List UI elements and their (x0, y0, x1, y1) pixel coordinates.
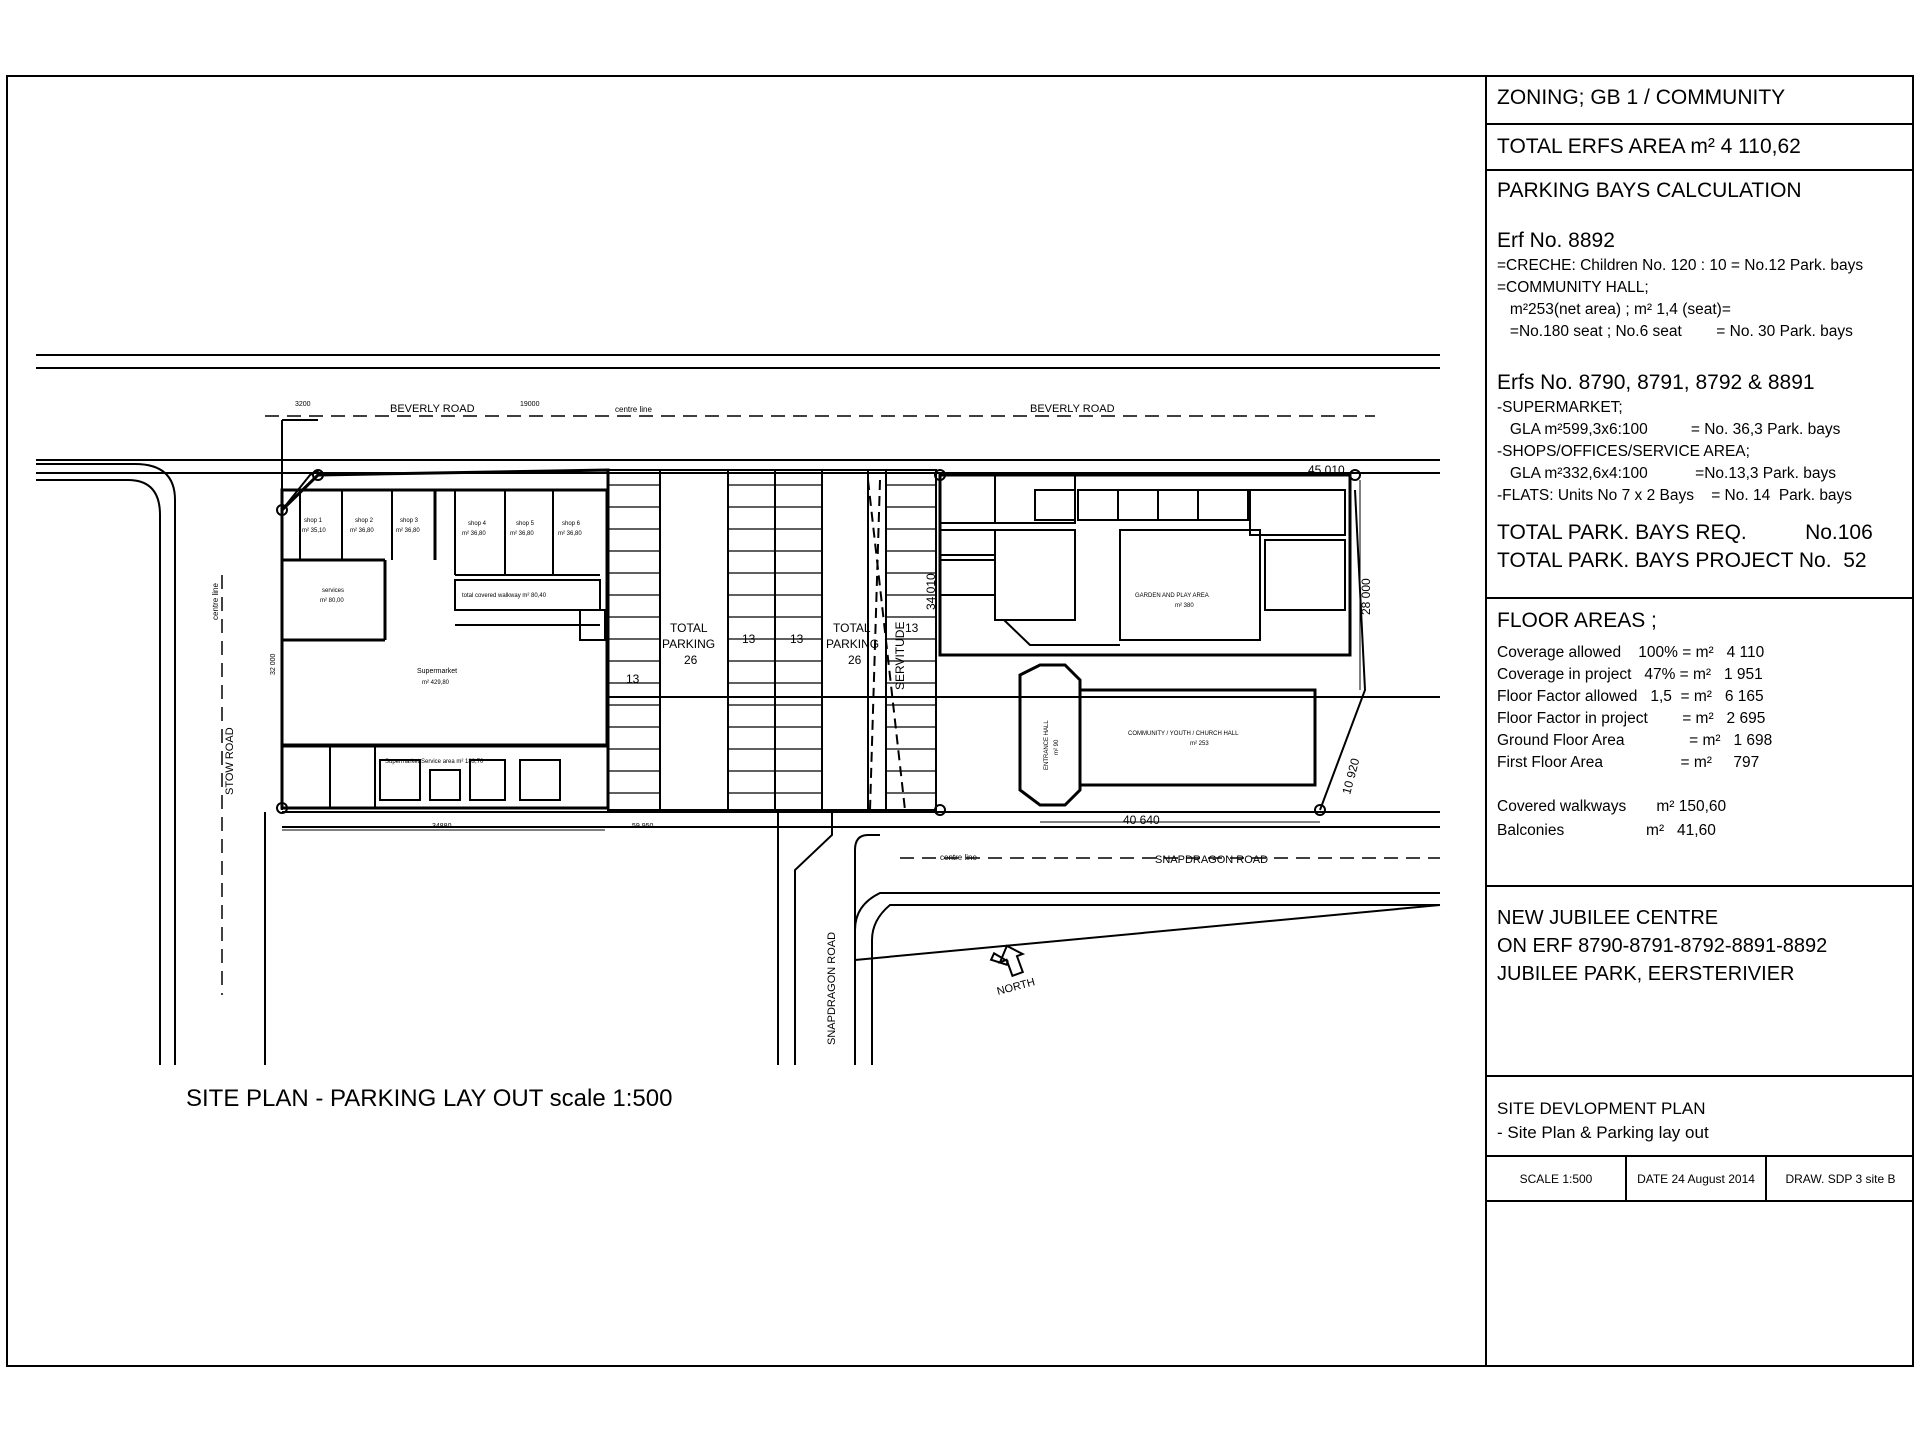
garden-area (1120, 530, 1260, 640)
total-required: TOTAL PARK. BAYS REQ. No.106 (1497, 521, 1873, 544)
erfs-group-heading: Erfs No. 8790, 8791, 8792 & 8891 (1497, 371, 1815, 394)
extra-row: Balconies m² 41,60 (1497, 822, 1716, 839)
dimension: 10 920 (1339, 756, 1363, 796)
bay-count: 13 (905, 621, 919, 635)
floor-row: Coverage in project 47% = m² 1 951 (1497, 666, 1763, 683)
parking-total-label: PARKING (662, 637, 716, 651)
room-label: shop 1 (304, 518, 323, 524)
dimension: 28 000 (1359, 578, 1373, 615)
centre-line-label: centre line (211, 583, 220, 620)
erf-8892-line: =No.180 seat ; No.6 seat = No. 30 Park. bays (1497, 323, 1853, 340)
room-label: GARDEN AND PLAY AREA (1135, 593, 1209, 599)
road-edge-curve (36, 464, 175, 1065)
room-label: COMMUNITY / YOUTH / CHURCH HALL (1128, 731, 1239, 737)
project-section (1487, 887, 1914, 1077)
parking-heading: PARKING BAYS CALCULATION (1497, 179, 1802, 202)
road-label-snapdragon: SNAPDRAGON ROAD (1155, 854, 1269, 866)
erfs-group-line: -SHOPS/OFFICES/SERVICE AREA; (1497, 443, 1750, 460)
total-project: TOTAL PARK. BAYS PROJECT No. 52 (1497, 549, 1867, 572)
dimension: 34 010 (924, 573, 938, 610)
plan-title: SITE PLAN - PARKING LAY OUT scale 1:500 (186, 1085, 673, 1112)
erfs-group-line: -FLATS: Units No 7 x 2 Bays = No. 14 Park. bays (1497, 487, 1853, 504)
dimension: 45 010 (1308, 463, 1345, 477)
road-edge (855, 893, 1440, 1065)
entrance-hall (1020, 665, 1080, 805)
floor-row: First Floor Area = m² 797 (1497, 754, 1760, 771)
parking-total-label: TOTAL (670, 621, 708, 635)
road-label-beverly-left: BEVERLY ROAD (390, 403, 475, 415)
floor-row: Floor Factor allowed 1,5 = m² 6 165 (1497, 688, 1764, 705)
room-area: m² 36,80 (396, 528, 420, 534)
room-area: m² 36,80 (558, 531, 582, 537)
drawing-subtitle: - Site Plan & Parking lay out (1497, 1123, 1709, 1142)
room-label: Supermarket (417, 668, 458, 675)
erfs-group-line: GLA m²599,3x6:100 = No. 36,3 Park. bays (1497, 421, 1841, 438)
project-line: ON ERF 8790-8791-8792-8891-8892 (1497, 935, 1828, 957)
drawing-info-row (1487, 1157, 1914, 1202)
room-area: m² 36,80 (462, 531, 486, 537)
floor-row: Floor Factor in project = m² 2 695 (1497, 710, 1766, 727)
erf-8892-heading: Erf No. 8892 (1497, 229, 1615, 252)
north-label: NORTH (995, 976, 1037, 998)
community-hall (1080, 690, 1315, 785)
road-label-stow: STOW ROAD (224, 727, 236, 795)
parking-total-value: 26 (684, 653, 698, 667)
room-area: m² 36,80 (510, 531, 534, 537)
road-label-beverly-right: BEVERLY ROAD (1030, 403, 1115, 415)
supermarket-building (282, 490, 607, 746)
bay-count: 13 (742, 632, 756, 646)
road-edge-curve (36, 480, 160, 1065)
drawing-title-section (1487, 1077, 1914, 1157)
centre-line-label: centre line (615, 405, 652, 414)
parking-total-value: 26 (848, 653, 862, 667)
room-label: ENTRANCE HALL (1044, 720, 1050, 770)
parking-total-label: TOTAL (833, 621, 871, 635)
extra-row: Covered walkways m² 150,60 (1497, 798, 1727, 815)
bay-count: 13 (790, 632, 804, 646)
erf-8892-line: =CRECHE: Children No. 120 : 10 = No.12 Park. bays (1497, 257, 1864, 274)
room-label: total covered walkway m² 80,40 (462, 593, 547, 599)
room-area: m² 35,10 (302, 528, 326, 534)
erf-8892-line: =COMMUNITY HALL; (1497, 279, 1649, 296)
road-label-snapdragon-vertical: SNAPDRAGON ROAD (826, 931, 838, 1045)
erf-8892-line: m²253(net area) ; m² 1,4 (seat)= (1497, 301, 1731, 318)
draw-cell: DRAW. SDP 3 site B (1785, 1171, 1896, 1186)
parking-section (1487, 171, 1914, 599)
room-label: Supermarket Service area m² 189,70 (385, 759, 484, 765)
erfs-area-row (1487, 125, 1914, 171)
floor-row: Ground Floor Area = m² 1 698 (1497, 732, 1773, 749)
room-label: shop 3 (400, 518, 419, 524)
dimension: 34880 (432, 823, 452, 830)
project-line: NEW JUBILEE CENTRE (1497, 907, 1719, 929)
parking-total-label: PARKING (826, 637, 880, 651)
room-label: shop 4 (468, 521, 487, 527)
road-edge (855, 835, 880, 1065)
room-area: m² 36,80 (350, 528, 374, 534)
dimension: 40 640 (1123, 813, 1160, 827)
dimension: 19000 (520, 401, 540, 408)
dimension: 32 000 (270, 653, 277, 675)
servitude-label: SERVITUDE (893, 621, 907, 690)
road-edge (872, 905, 1440, 1065)
drawing-title: SITE DEVLOPMENT PLAN (1497, 1099, 1706, 1118)
bay-count: 13 (626, 672, 640, 686)
room-label: services (322, 588, 345, 594)
room-area: m² 253 (1190, 741, 1209, 747)
room-label: shop 5 (516, 521, 535, 527)
floor-heading: FLOOR AREAS ; (1497, 609, 1657, 632)
zoning-text: ZONING; GB 1 / COMMUNITY (1497, 86, 1786, 109)
floor-areas-section (1487, 599, 1914, 887)
room-label: shop 6 (562, 521, 581, 527)
room-area: m² 380 (1175, 603, 1194, 609)
zoning-row (1487, 75, 1914, 125)
scale-cell: SCALE 1:500 (1487, 1157, 1627, 1200)
dimension: 3200 (295, 401, 311, 408)
erfs-group-line: GLA m²332,6x4:100 =No.13,3 Park. bays (1497, 465, 1837, 482)
erfs-group-line: -SUPERMARKET; (1497, 399, 1623, 416)
centre-line-label: centre line (940, 853, 977, 862)
room-area: m² 90 (1054, 739, 1060, 755)
dimension: 59 950 (632, 823, 654, 830)
floor-row: Coverage allowed 100% = m² 4 110 (1497, 644, 1765, 661)
title-block (1485, 75, 1914, 1367)
erfs-area-text: TOTAL ERFS AREA m² 4 110,62 (1497, 135, 1801, 158)
room-area: m² 429,80 (422, 680, 450, 686)
room-area: m² 80,00 (320, 598, 344, 604)
date-cell: DATE 24 August 2014 (1627, 1157, 1767, 1200)
project-line: JUBILEE PARK, EERSTERIVIER (1497, 963, 1795, 985)
room-label: shop 2 (355, 518, 374, 524)
